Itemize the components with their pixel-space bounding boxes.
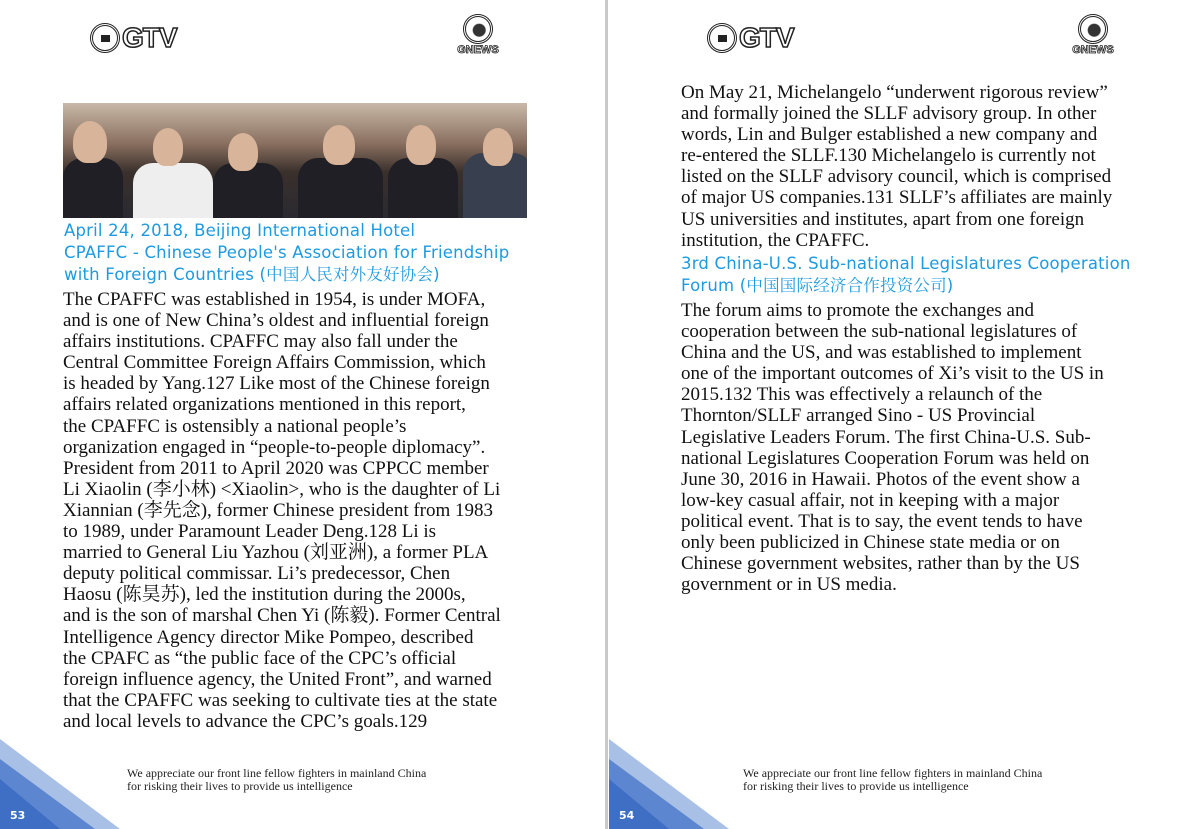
page-divider — [605, 0, 608, 829]
gnews-logo: GNEWS — [453, 14, 503, 56]
text-line: national Legislatures Cooperation Forum was held on — [681, 447, 1090, 469]
text-line: and is the son of marshal Chen Yi (陈毅). Former Central — [63, 605, 501, 627]
text-line: 2015.132 This was effectively a relaunch of the — [681, 384, 1043, 406]
event-photo — [63, 103, 527, 218]
text-line: to 1989, under Paramount Leader Deng.128 Li is — [63, 521, 437, 543]
footer-note — [743, 767, 1042, 793]
text-line: is headed by Yang.127 Like most of the Chinese foreign — [63, 373, 490, 395]
globe-icon — [1078, 14, 1108, 44]
text-line: re-entered the SLLF.130 Michelangelo is currently not — [681, 145, 1096, 167]
text-line: low-key casual affair, not in keeping with a major — [681, 489, 1060, 511]
text-line: Haosu (陈昊苏), led the institution during the 2000s, — [63, 584, 466, 606]
text-line: Forum (中国国际经济合作投资公司) — [681, 276, 954, 295]
text-line: Xiannian (李先念), former Chinese president from 1983 — [63, 499, 494, 521]
text-line: CPAFFC - Chinese People's Association for Friendship — [64, 243, 510, 262]
text-line: the CPAFC as “the public face of the CPC’s official — [63, 647, 457, 669]
text-line: and is one of New China’s oldest and influential foreign — [63, 310, 489, 332]
intro-text — [681, 82, 1112, 251]
text-line: only been publicized in Chinese state media or on — [681, 532, 1060, 554]
text-line: for risking their lives to provide us intelligence — [743, 779, 969, 793]
text-line: Central Committee Foreign Affairs Commission, which — [63, 352, 486, 374]
gtv-logo: GTV — [707, 22, 794, 54]
text-line: Chinese government websites, rather than by the US — [681, 553, 1080, 575]
gnews-logo: GNEWS — [1068, 14, 1118, 56]
text-line: one of the important outcomes of Xi’s visit to the US in — [681, 363, 1104, 385]
text-line: June 30, 2016 in Hawaii. Photos of the event show a — [681, 468, 1080, 490]
page-number: 54 — [619, 809, 635, 822]
text-line: organization engaged in “people-to-people diplomacy”. — [63, 436, 486, 458]
text-line: We appreciate our front line fellow fighters in mainland China — [743, 766, 1043, 780]
body-text — [681, 300, 1104, 595]
text-line: US universities and institutes, apart from one foreign — [681, 208, 1085, 230]
text-line: Thornton/SLLF arranged Sino - US Provincial — [681, 405, 1036, 427]
text-line: political event. That is to say, the event tends to have — [681, 510, 1083, 532]
text-line: China and the US, and was established to implement — [681, 342, 1082, 364]
text-line: Legislative Leaders Forum. The first China-U.S. Sub- — [681, 426, 1091, 448]
page-number: 53 — [10, 809, 26, 822]
text-line: President from 2011 to April 2020 was CPPCC member — [63, 457, 489, 479]
page-54 — [609, 0, 1200, 829]
gtv-logo: GTV — [90, 22, 177, 54]
text-line: foreign influence agency, the United Front”, and warned — [63, 668, 492, 690]
text-line: deputy political commissar. Li’s predecessor, Chen — [63, 563, 451, 585]
text-line: affairs institutions. CPAFFC may also fall under the — [63, 331, 458, 353]
text-line: institution, the CPAFFC. — [681, 229, 870, 251]
text-line: words, Lin and Bulger established a new company and — [681, 124, 1098, 146]
text-line: The forum aims to promote the exchanges and — [681, 300, 1034, 321]
text-line: affairs related organizations mentioned in this report, — [63, 394, 466, 416]
text-line: for risking their lives to provide us intelligence — [127, 779, 353, 793]
globe-icon — [463, 14, 493, 44]
text-line: April 24, 2018, Beijing International Hotel — [64, 221, 416, 240]
text-line: married to General Liu Yazhou (刘亚洲), a former PLA — [63, 542, 489, 564]
text-line: government or in US media. — [681, 574, 897, 596]
section-heading — [64, 220, 509, 286]
text-line: that the CPAFFC was seeking to cultivate ties at the state — [63, 689, 498, 711]
text-line: and local levels to advance the CPC’s goals.129 — [63, 710, 428, 732]
text-line: 3rd China-U.S. Sub-national Legislatures Cooperation — [681, 254, 1131, 273]
footer-note — [127, 767, 426, 793]
text-line: We appreciate our front line fellow fighters in mainland China — [127, 766, 427, 780]
text-line: with Foreign Countries (中国人民对外友好协会) — [64, 265, 440, 284]
text-line: listed on the SLLF advisory council, which is comprised — [681, 166, 1112, 188]
body-text — [63, 289, 501, 732]
text-line: Intelligence Agency director Mike Pompeo, described — [63, 626, 474, 648]
text-line: The CPAFFC was established in 1954, is under MOFA, — [63, 289, 486, 310]
text-line: and formally joined the SLLF advisory group. In other — [681, 103, 1097, 125]
text-line: the CPAFFC is ostensibly a national people’s — [63, 415, 407, 437]
text-line: On May 21, Michelangelo “underwent rigorous review” — [681, 82, 1108, 103]
text-line: cooperation between the sub-national legislatures of — [681, 321, 1078, 343]
text-line: of major US companies.131 SLLF’s affiliates are mainly — [681, 187, 1113, 209]
section-heading — [681, 253, 1131, 297]
text-line: Li Xiaolin (李小林) <Xiaolin>, who is the daughter of Li — [63, 478, 501, 500]
